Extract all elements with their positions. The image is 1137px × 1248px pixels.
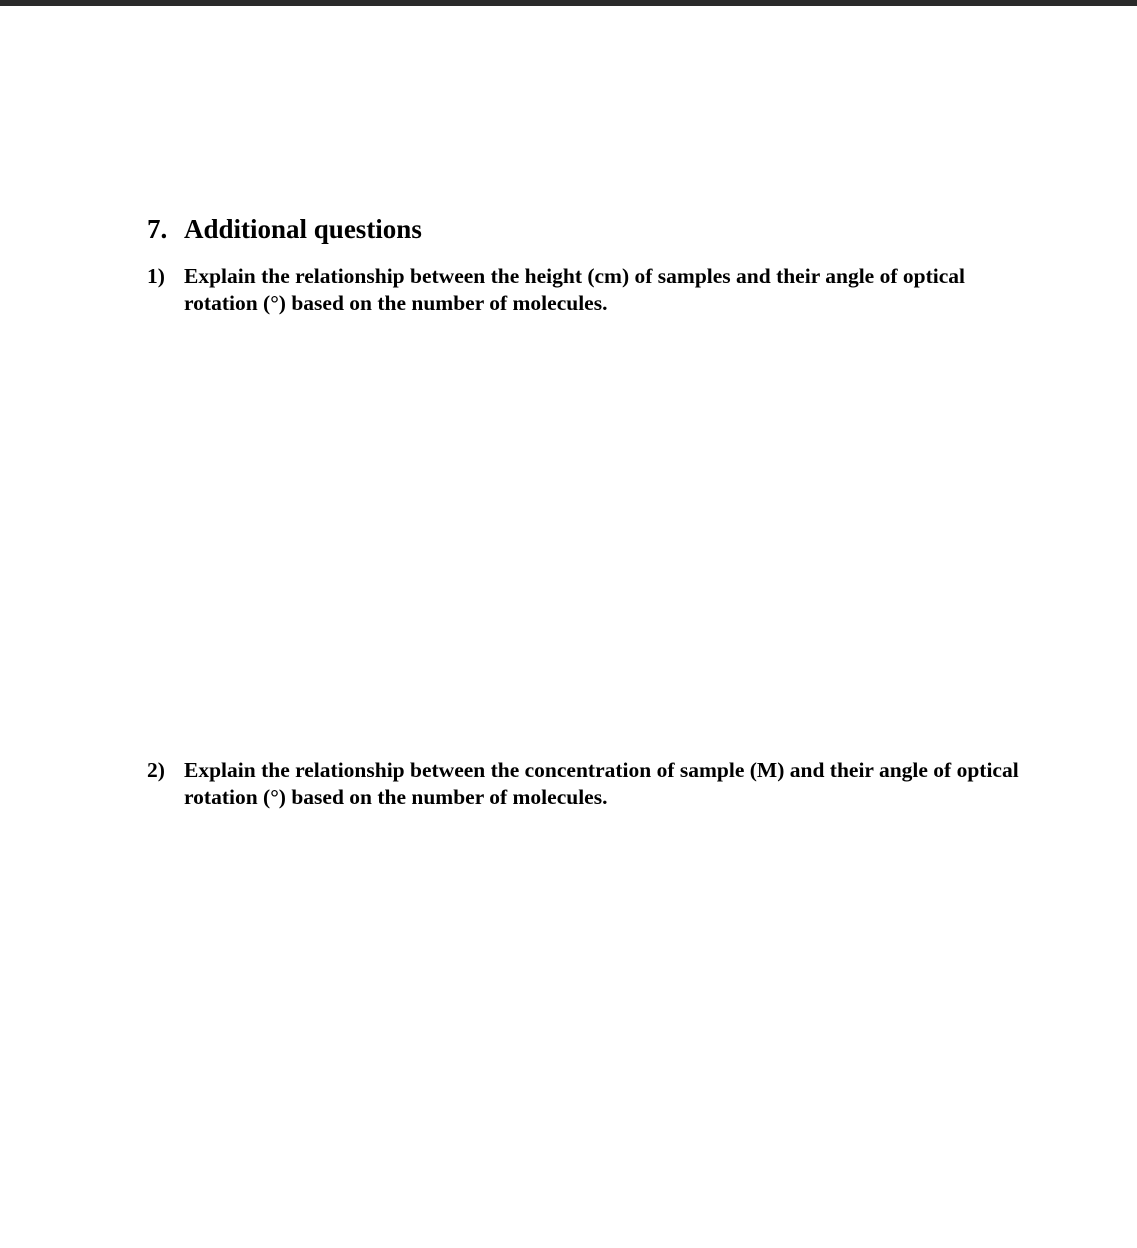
question-text: Explain the relationship between the height (cm) of samples and their angle of optical rotation (°) based on the number of molecules. (184, 264, 965, 315)
top-border-bar (0, 0, 1137, 6)
section-heading (147, 212, 422, 246)
question-number: 2) (147, 758, 165, 782)
question-number: 1) (147, 264, 165, 288)
question-item (147, 263, 1027, 317)
question-item (147, 757, 1027, 811)
section-title: Additional questions (184, 214, 422, 244)
section-number: 7. (147, 214, 168, 244)
question-text: Explain the relationship between the concentration of sample (M) and their angle of optical rotation (°) based on the number of molecules. (184, 758, 1019, 809)
